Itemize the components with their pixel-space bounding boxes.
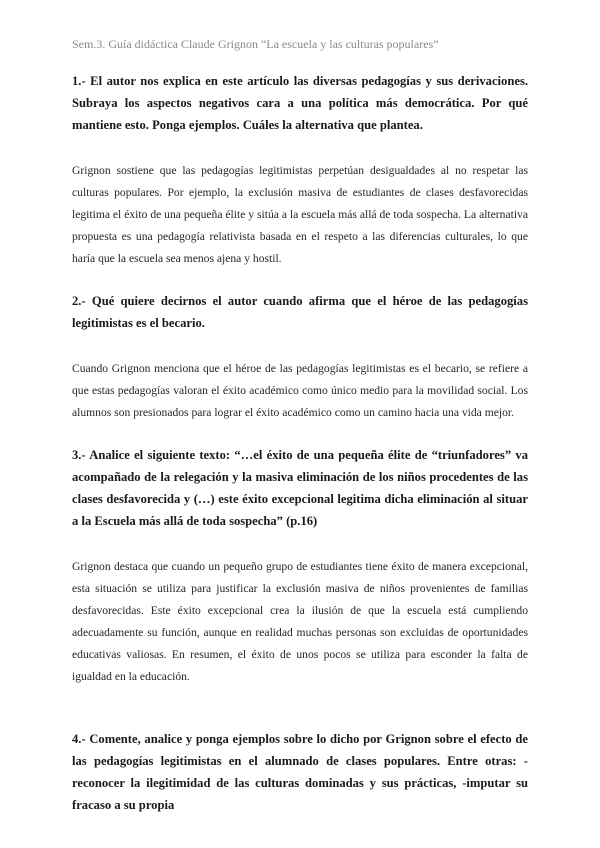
answer-2: Cuando Grignon menciona que el héroe de las pedagogías legitimistas es el becario, se refiere a que estas pedagogías valoran el éxito académico como único medio para la movilidad social. Los alumnos son presionados para lograr el éxito académico como un camino hacia una vida mejor.: [72, 362, 528, 419]
document-header: Sem.3. Guía didáctica Claude Grignon “La escuela y las culturas populares”: [72, 37, 439, 51]
document-page: [72, 36, 528, 840]
section-gap: [72, 708, 528, 728]
question-1: 1.- El autor nos explica en este artículo las diversas pedagogías y sus derivaciones. Subraya los aspectos negativos cara a una política más democrática. Por qué mantiene esto. Ponga ejemplos. Cuáles la alternativa que plantea.: [72, 74, 528, 132]
answer-1: Grignon sostiene que las pedagogías legitimistas perpetúan desigualdades al no respetar las culturas populares. Por ejemplo, la exclusión masiva de estudiantes de clases desfavorecidas legitima el éxito de una pequeña élite y sitúa a la escuela más allá de toda sospecha. La alternativa propuesta es una pedagogía relativista basada en el respeto a las diferencias culturales, lo que haría que la escuela sea menos ajena y hostil.: [72, 164, 528, 265]
question-4: 4.- Comente, analice y ponga ejemplos sobre lo dicho por Grignon sobre el efecto de las pedagogías legitimistas en el alumnado de clases populares. Entre otras: -reconocer la ilegitimidad de las culturas dominadas y sus prácticas, -imputar su fracaso a su propia: [72, 732, 528, 812]
question-3: 3.- Analice el siguiente texto: “…el éxito de una pequeña élite de “triunfadores” va acompañado de la relegación y la masiva eliminación de los niños procedentes de las clases desfavorecida y (…) este éxito excepcional legitima dicha eliminación al situar a la Escuela más allá de toda sospecha” (p.16): [72, 448, 528, 528]
question-2: 2.- Qué quiere decirnos el autor cuando afirma que el héroe de las pedagogías legitimistas es el becario.: [72, 294, 528, 330]
answer-3: Grignon destaca que cuando un pequeño grupo de estudiantes tiene éxito de manera excepcional, esta situación se utiliza para justificar la exclusión masiva de niños provenientes de familias desfavorecidas. Este éxito excepcional crea la ilusión de que la escuela está cumpliendo adecuadamente su función, aunque en realidad muchas personas son excluidas de oportunidades educativas valiosas. En resumen, el éxito de unos pocos se utiliza para esconder la falta de igualdad en la educación.: [72, 560, 528, 683]
